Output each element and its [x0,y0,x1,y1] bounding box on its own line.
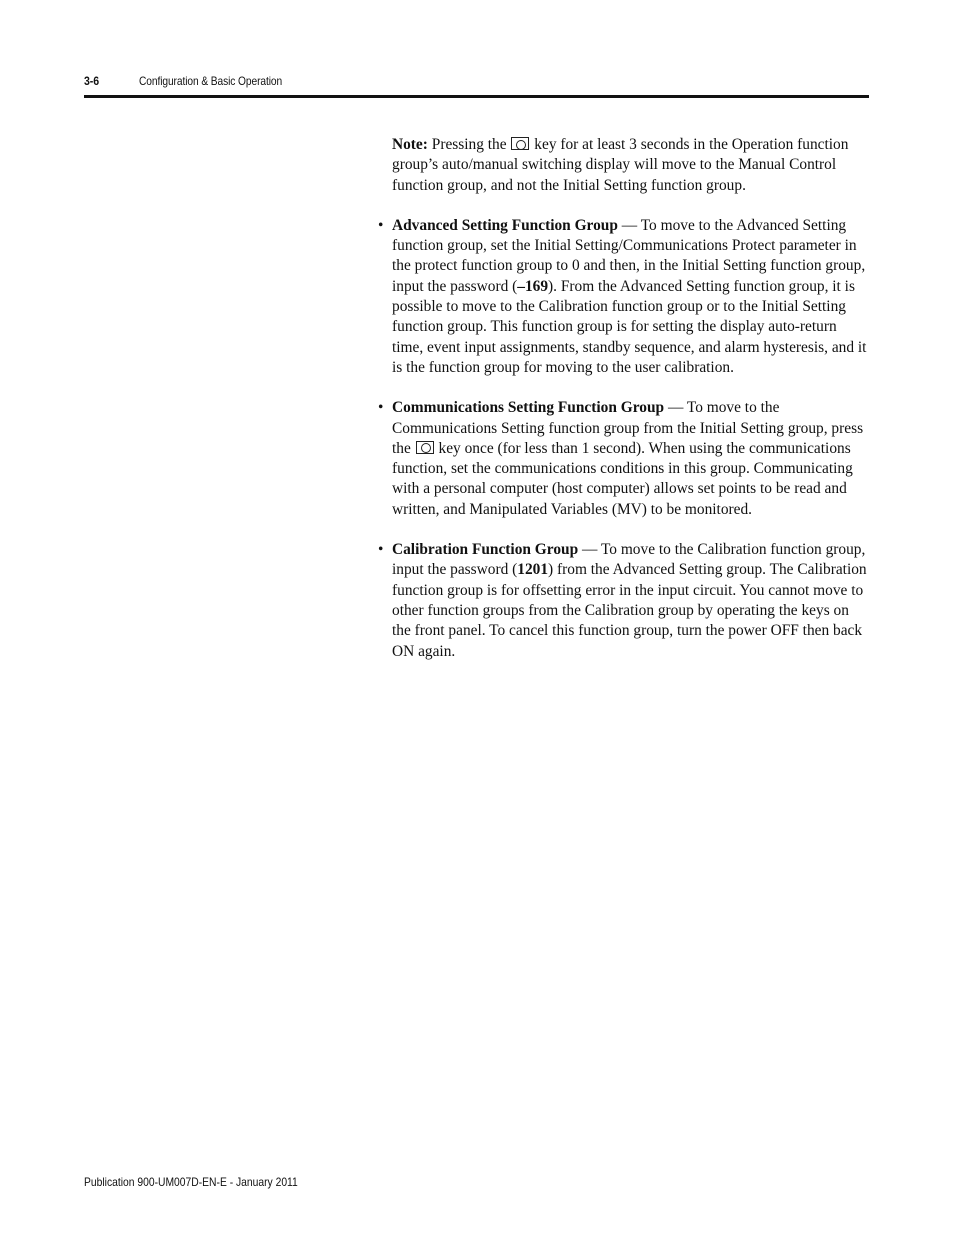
bullet-title: Calibration Function Group [392,541,579,559]
bullet-title: Communications Setting Function Group [392,399,665,417]
chapter-title: Configuration & Basic Operation [139,74,283,88]
bullet-text: — To move to the Advanced Setting function group, set the Initial Setting/Communications Protect parameter in the protect function group to 0 and then, in the Initial Setting function group, input the password ( [392,216,866,295]
bullet-title: Advanced Setting Function Group [392,216,618,234]
page-number: 3-6 [84,74,100,88]
bullet-text: ). From the Advanced Setting function group, it is possible to move to the Calibration function group or to the Initial Setting function group. This function group is for setting the display auto-return time, event input assignments, standby sequence, and alarm hysteresis, and it is the function group for moving to the user calibration. [392,277,867,376]
bullet-text: ) from the Advanced Setting group. The Calibration function group is for offsetting error in the input circuit. You cannot move to other function groups from the Calibration group by operating the keys on the front panel. To cancel this function group, turn the power OFF then back ON again. [392,561,867,660]
mode-key-icon [416,441,434,454]
note-text-before-key: Pressing the [431,136,507,153]
password-value: –169 [517,277,549,295]
bullet-text: — To move to the Communications Setting function group from the Initial Setting group, press the [392,399,864,457]
bullet-calibration [378,540,870,662]
bullet-text: — To move to the Calibration function group, input the password ( [392,541,866,579]
header-rule [84,95,869,98]
note-text-after-key: key for at least 3 seconds in the Operation function group’s auto/manual switching display will move to the Manual Control function group, and not the Initial Setting function group. [392,136,849,194]
bullet-dot-icon: • [378,541,384,559]
main-content [378,135,870,682]
password-value: 1201 [517,561,549,579]
mode-key-icon [511,137,529,150]
page-header [84,72,869,92]
bullet-advanced-setting [378,216,870,378]
note-paragraph [392,135,870,196]
bullet-dot-icon: • [378,399,384,417]
note-label: Note: [392,136,428,153]
page-footer: Publication 900-UM007D-EN-E - January 2011 [84,1175,298,1189]
bullet-text: key once (for less than 1 second). When using the communications function, set the communications conditions in this group. Communicating with a personal computer (host computer) allows set points to be read and written, and Manipulated Variables (MV) to be monitored. [392,439,853,518]
bullet-dot-icon: • [378,216,384,234]
bullet-communications-setting [378,398,870,520]
